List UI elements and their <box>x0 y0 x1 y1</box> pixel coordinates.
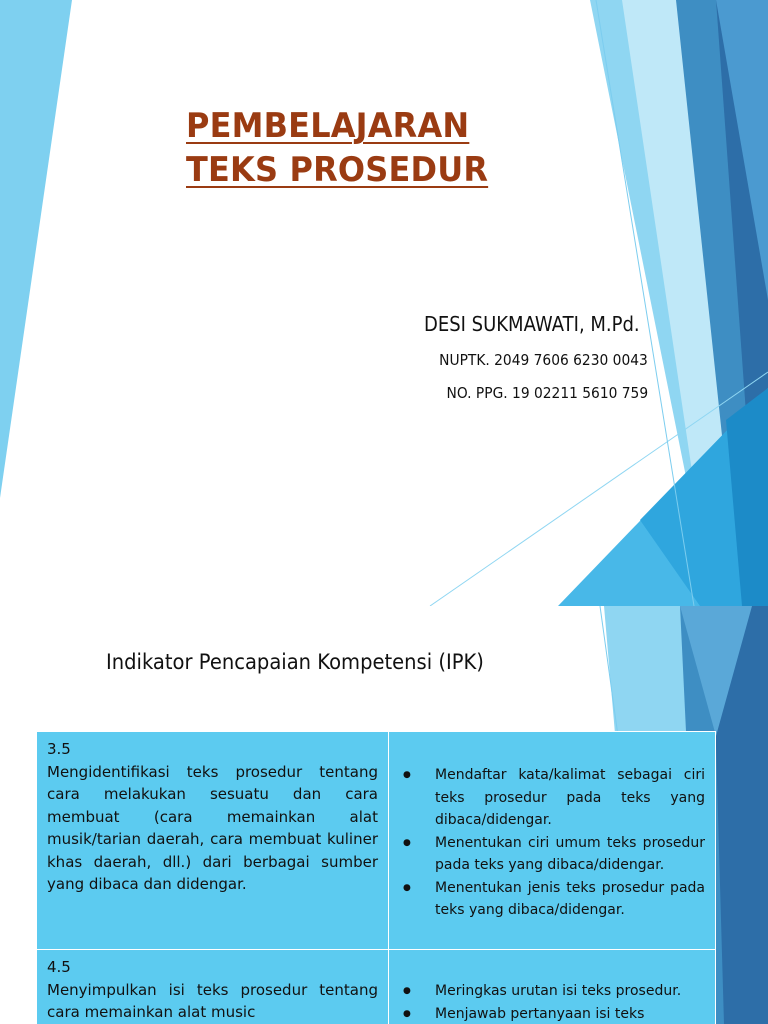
ppg-number: NO. PPG. 19 02211 5610 759 <box>446 384 648 402</box>
indicator-list <box>399 980 705 1024</box>
ipk-heading: Indikator Pencapaian Kompetensi (IPK) <box>106 650 484 674</box>
competency-text: Mengidentifikasi teks prosedur tentang cara melakukan sesuatu dan cara membuat (cara memainkan alat musik/tarian daerah, cara membuat kuliner khas daerah, dll.) dari berbagai sumber yang dibaca dan didengar. <box>47 762 378 893</box>
table-row <box>37 950 716 1024</box>
indicator-cell <box>389 732 716 950</box>
competency-number: 3.5 <box>47 740 71 758</box>
table-row <box>37 732 716 950</box>
indicator-list <box>399 764 705 922</box>
author-name: DESI SUKMAWATI, M.Pd. <box>424 312 640 336</box>
list-item: ● Mendaftar kata/kalimat sebagai ciri teks prosedur pada teks yang dibaca/didengar. <box>399 764 705 832</box>
competency-cell <box>37 732 389 950</box>
ipk-slide <box>0 606 768 1024</box>
list-item: ● Meringkas urutan isi teks prosedur. <box>399 980 705 1003</box>
slide-title <box>186 104 488 192</box>
list-item: ● Menentukan ciri umum teks prosedur pada teks yang dibaca/didengar. <box>399 832 705 877</box>
indicator-cell <box>389 950 716 1024</box>
competency-number: 4.5 <box>47 958 71 976</box>
title-line-1: PEMBELAJARAN <box>186 106 470 146</box>
list-item: ● Menentukan jenis teks prosedur pada teks yang dibaca/didengar. <box>399 877 705 922</box>
ipk-table <box>36 731 716 1024</box>
list-item: ● Menjawab pertanyaan isi teks <box>399 1003 705 1024</box>
title-line-2: TEKS PROSEDUR <box>186 150 489 190</box>
competency-text: Menyimpulkan isi teks prosedur tentang cara memainkan alat music <box>47 980 378 1021</box>
nuptk-number: NUPTK. 2049 7606 6230 0043 <box>439 351 648 369</box>
competency-cell <box>37 950 389 1024</box>
